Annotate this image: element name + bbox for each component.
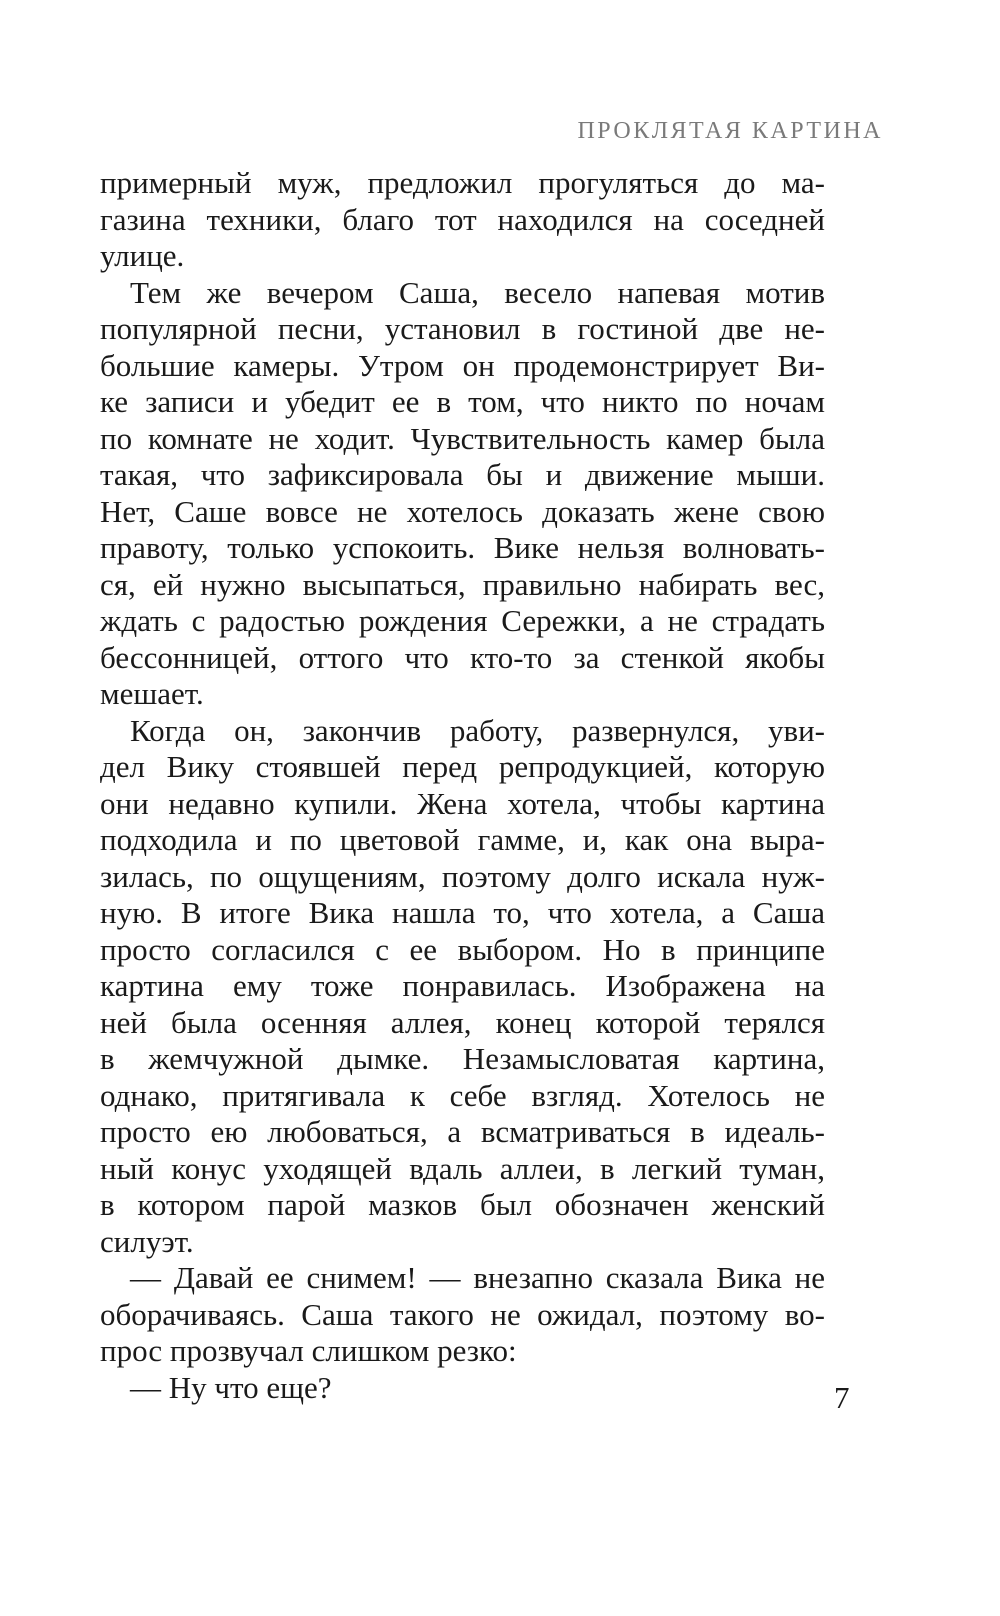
text-line: просто согласился с ее выбором. Но в принципе [100,931,825,967]
text-line: бессонницей, оттого что кто-то за стенкой якобы [100,639,825,675]
text-line: ней была осенняя аллея, конец которой терялся [100,1004,825,1040]
text-line: большие камеры. Утром он продемонстрирует Ви- [100,347,825,383]
text-line: однако, притягивала к себе взгляд. Хотелось не [100,1077,825,1113]
text-line: просто ею любоваться, а всматриваться в идеаль- [100,1114,825,1149]
running-head: ПРОКЛЯТАЯ КАРТИНА [577,118,883,144]
text-line: зилась, по ощущениям, поэтому долго искала нуж- [100,858,825,894]
text-line: картина ему тоже понравилась. Изображена на [100,968,825,1003]
text-line: ся, ей нужно высыпаться, правильно набирать вес, [100,566,825,602]
text-line: популярной песни, установил в гостиной две не- [100,311,825,346]
text-line: оборачиваясь. Саша такого не ожидал, поэтому во- [100,1296,825,1332]
text-line: по комнате не ходит. Чувствительность камер была [100,420,825,456]
text-line: — Давай ее снимем! — внезапно сказала Вика не [130,1260,825,1295]
text-line: Нет, Саше вовсе не хотелось доказать жене свою [100,493,825,529]
text-line: улице. [100,238,185,273]
text-line: ждать с радостью рождения Сережки, а не страдать [100,603,825,638]
text-line: ный конус уходящей вдаль аллеи, в легкий туман, [100,1150,825,1186]
text-line: примерный муж, предложил прогуляться до ма- [100,165,825,200]
text-line: они недавно купили. Жена хотела, чтобы картина [100,785,825,821]
text-line: прос прозвучал слишком резко: [100,1333,517,1368]
text-line: ную. В итоге Вика нашла то, что хотела, а Саша [100,895,825,930]
text-line: такая, что зафиксировала бы и движение мыши. [100,457,825,492]
text-line: дел Вику стоявшей перед репродукцией, которую [100,749,825,784]
text-line: силуэт. [100,1223,194,1259]
page-number: 7 [834,1380,850,1415]
text-line: Когда он, закончив работу, развернулся, уви- [130,712,825,748]
text-line: Тем же вечером Саша, весело напевая мотив [130,274,825,310]
text-line: газина техники, благо тот находился на соседней [100,201,825,237]
text-line: мешает. [100,676,204,711]
text-line: правоту, только успокоить. Вике нельзя волновать- [100,530,825,565]
text-line: подходила и по цветовой гамме, и, как она выра- [100,822,825,857]
text-line: — Ну что еще? [130,1369,332,1405]
text-line: в котором парой мазков был обозначен женский [100,1187,825,1222]
text-line: в жемчужной дымке. Незамысловатая картина, [100,1041,825,1076]
text-line: ке записи и убедит ее в том, что никто по ночам [100,384,825,419]
body-text [100,165,825,1406]
